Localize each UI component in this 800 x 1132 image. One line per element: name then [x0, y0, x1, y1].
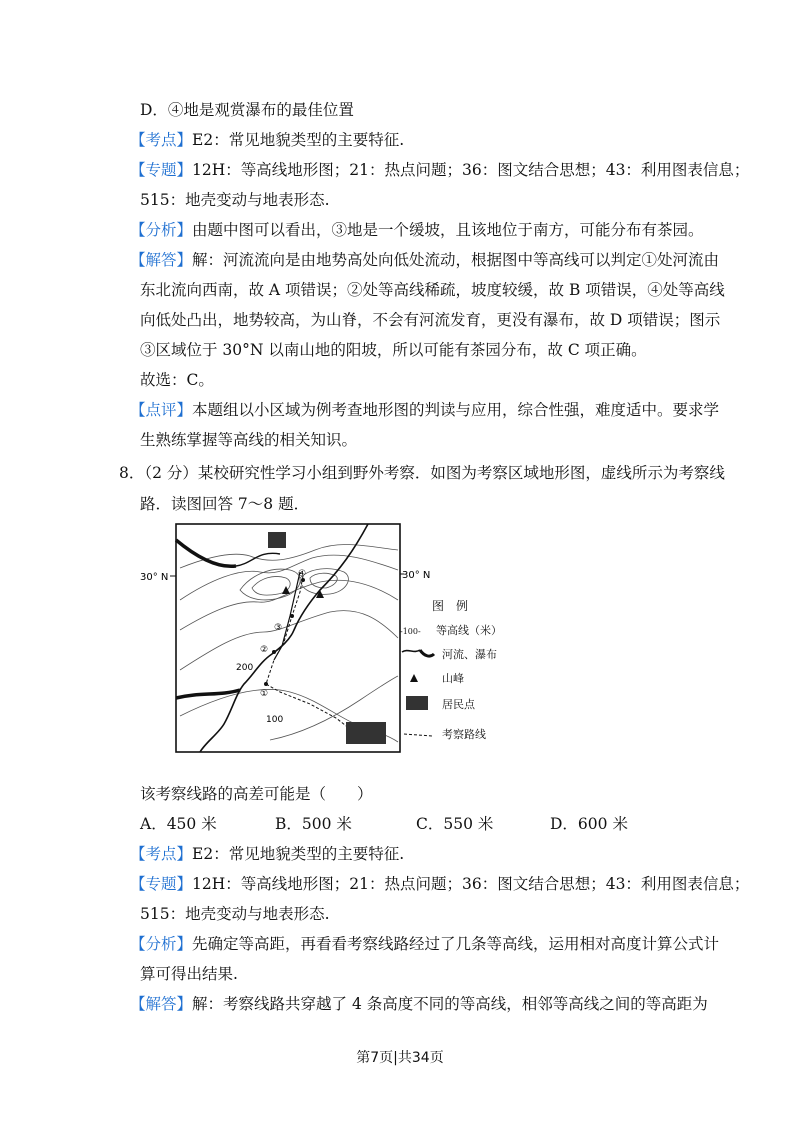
map-legend — [398, 596, 528, 746]
q8-fenxi — [130, 933, 719, 955]
q7-jieda-3: 向低处凸出，地势较高，为山脊，不会有河流发育，更没有瀑布，故 D 项错误；图示 — [140, 311, 721, 329]
fenxi-text: 先确定等高距，再看看考察线路经过了几条等高线，运用相对高度计算公式计 — [192, 935, 720, 953]
option-c: C．550 米 — [416, 815, 494, 833]
legend-contour-sample: -100- — [400, 627, 421, 636]
q7-option-d: D．④地是观赏瀑布的最佳位置 — [140, 101, 354, 119]
river — [176, 540, 236, 566]
legend-contour-label: 等高线（米） — [436, 624, 502, 637]
legend-route-label: 考察路线 — [442, 728, 486, 741]
page-footer: 第7页|共34页 — [356, 1050, 444, 1066]
q7-jieda — [130, 249, 719, 271]
zhuanti-text: 12H：等高线地形图；21：热点问题；36：图文结合思想；43：利用图表信息； — [192, 875, 750, 893]
legend-settlement-label: 居民点 — [442, 698, 475, 711]
dianping-tag: 【点评】 — [130, 401, 193, 419]
point-4: ④ — [298, 569, 307, 579]
point-1: ① — [260, 689, 269, 699]
kaodian-text: E2：常见地貌类型的主要特征. — [192, 131, 405, 149]
legend-peak-label: 山峰 — [442, 672, 464, 685]
q8-jieda — [130, 993, 708, 1015]
q7-zhuanti — [130, 159, 749, 181]
q7-zhuanti-cont: 515：地壳变动与地表形态. — [140, 191, 330, 209]
point-3: ③ — [274, 623, 283, 633]
q8-question: 该考察线路的高差可能是（ ） — [140, 785, 373, 803]
option-a: A．450 米 — [140, 815, 217, 833]
q7-kaodian — [130, 129, 404, 151]
q7-dianping — [130, 399, 719, 421]
fenxi-tag: 【分析】 — [130, 935, 193, 953]
q7-jieda-4: ③区域位于 30°N 以南山地的阳坡，所以可能有茶园分布，故 C 项正确。 — [140, 341, 647, 359]
q8-kaodian — [130, 843, 404, 865]
survey-route — [266, 576, 354, 732]
legend-river-label: 河流、瀑布 — [442, 648, 497, 661]
q8-fenxi-2: 算可得出结果. — [140, 965, 238, 983]
q7-answer: 故选：C。 — [140, 371, 214, 389]
zhuanti-tag: 【专题】 — [130, 875, 193, 893]
fenxi-tag: 【分析】 — [130, 221, 193, 239]
kaodian-text: E2：常见地貌类型的主要特征. — [192, 845, 405, 863]
option-b: B．500 米 — [275, 815, 352, 833]
q8-stem: 8．（2 分）某校研究性学习小组到野外考察．如图为考察区域地形图，虚线所示为考察线 — [119, 464, 725, 482]
jieda-tag: 【解答】 — [130, 251, 193, 269]
settlement-south — [346, 722, 386, 744]
legend-settlement-icon — [406, 696, 428, 710]
jieda-text: 解：考察线路共穿越了 4 条高度不同的等高线，相邻等高线之间的等高距为 — [192, 995, 708, 1013]
zhuanti-text: 12H：等高线地形图；21：热点问题；36：图文结合思想；43：利用图表信息； — [192, 161, 750, 179]
fenxi-text: 由题中图可以看出，③地是一个缓坡，且该地位于南方，可能分布有茶园。 — [192, 221, 704, 239]
q7-jieda-2: 东北流向西南，故 A 项错误；②处等高线稀疏，坡度较缓，故 B 项错误，④处等高线 — [140, 281, 725, 299]
topographic-map — [140, 520, 440, 760]
contour-label-100: 100 — [266, 715, 284, 725]
q7-fenxi — [130, 219, 704, 241]
lat-label-right: 30° N — [402, 570, 431, 581]
settlement-north — [268, 532, 286, 548]
kaodian-tag: 【考点】 — [130, 131, 193, 149]
option-d: D．600 米 — [550, 815, 628, 833]
dianping-text: 本题组以小区域为例考查地形图的判读与应用，综合性强，难度适中。要求学 — [192, 401, 720, 419]
q8-zhuanti — [130, 873, 749, 895]
q7-dianping-2: 生熟练掌握等高线的相关知识。 — [140, 431, 358, 449]
q8-stem-2: 路．读图回答 7～8 题． — [140, 495, 310, 513]
legend-title: 图 例 — [432, 599, 469, 613]
kaodian-tag: 【考点】 — [130, 845, 193, 863]
lat-label-left: 30° N — [140, 572, 169, 583]
point-2: ② — [260, 645, 269, 655]
contour-label-200: 200 — [236, 663, 254, 673]
jieda-text: 解：河流流向是由地势高处向低处流动，根据图中等高线可以判定①处河流由 — [192, 251, 720, 269]
zhuanti-tag: 【专题】 — [130, 161, 193, 179]
legend-peak-icon — [410, 674, 418, 682]
jieda-tag: 【解答】 — [130, 995, 193, 1013]
peak-west — [282, 586, 290, 594]
q8-zhuanti-cont: 515：地壳变动与地表形态. — [140, 905, 330, 923]
